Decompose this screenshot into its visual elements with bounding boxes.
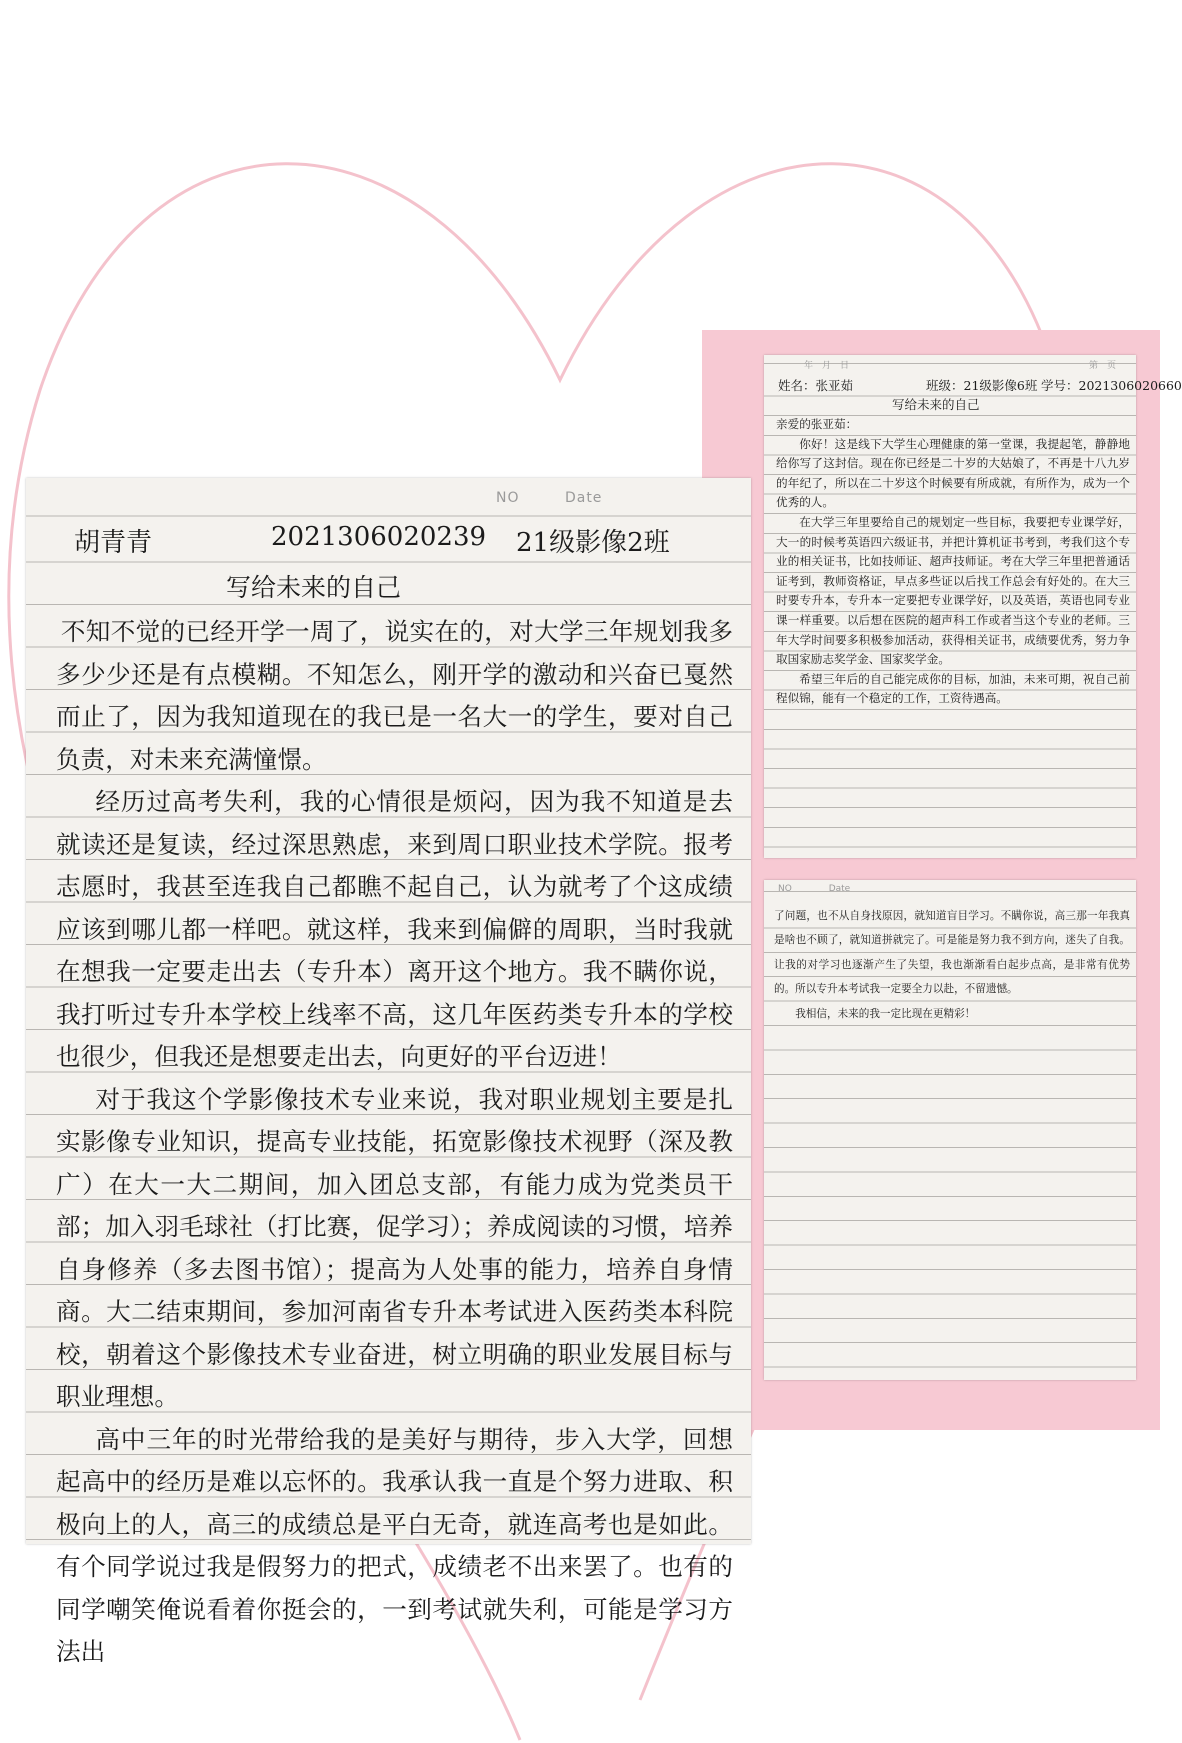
student-id: 2021306020239 bbox=[271, 522, 487, 552]
student-name: 姓名：张亚茹 bbox=[778, 378, 854, 393]
paragraph: 你好！这是线下大学生心理健康的第一堂课，我提起笔，静静地给你写了这封信。现在你已经是二十岁的大姑娘了，不再是十八九岁的年纪了，所以在二十岁这个时候要有所成就，有所作为，成为一个优秀的人。 bbox=[776, 436, 1130, 510]
letter-body bbox=[774, 904, 1130, 1026]
student-info-line bbox=[66, 522, 721, 562]
paragraph: 了问题，也不从自身找原因，就知道盲目学习。不瞒你说，高三那一年我真是啥也不顾了，就知道拼就完了。可是能是努力我不到方向，迷失了自我。让我的对学习也逐渐产生了失望，我也渐渐看白起步点高，是非常有优势的。所以专升本考试我一定要全力以赴，不留遗憾。 bbox=[774, 910, 1130, 996]
student-name: 胡青青 bbox=[74, 528, 153, 558]
header-no: NO bbox=[496, 490, 520, 506]
paragraph: 在大学三年里要给自己的规划定一些目标，我要把专业课学好，大一的时候考英语四六级证书，并把计算机证书考到，考我们这个专业的相关证书，比如技师证、超声技师证。考在大学三年里把普通话证考到，教师资格证，早点多些证以后找工作总会有好处的。在大三时要专升本，专升本一定要把专业课学好，以及英语，英语也同专业课一样重要。以后想在医院的超声科工作或者当这个专业的老师。三年大学时间要多积极参加活动，获得相关证书，成绩要优秀，努力争取国家励志奖学金、国家奖学金。 bbox=[776, 514, 1130, 667]
paragraph: 高中三年的时光带给我的是美好与期待，步入大学，回想起高中的经历是难以忘怀的。我承认我一直是个努力进取、积极向上的人，高三的成绩总是平白无奇，就连高考也是如此。有个同学说过我是假努力的把式，成绩老不出来罢了。也有的同学嘲笑俺说看着你挺会的，一到考试就失利，可能是学习方法出 bbox=[56, 1424, 733, 1666]
student-id: 学号：2021306020660 bbox=[1041, 378, 1182, 393]
student-class: 班级：21级影像6班 bbox=[926, 378, 1038, 393]
paragraph: 不知不觉的已经开学一周了，说实在的，对大学三年规划我多多少少还是有点模糊。不知怎么，刚开学的激动和兴奋已戛然而止了，因为我知道现在的我已是一名大一的学生，要对自己负责，对未来充满憧憬。 bbox=[56, 617, 733, 774]
letter-body bbox=[56, 611, 733, 1674]
salutation: 亲爱的张亚茹： bbox=[776, 417, 858, 431]
letter-body bbox=[776, 415, 1130, 709]
header-date: Date bbox=[564, 490, 603, 506]
main-letter-page bbox=[26, 478, 751, 1666]
letter-title: 写给未来的自己 bbox=[892, 397, 980, 412]
continuation-page bbox=[764, 880, 1136, 1380]
paragraph: 希望三年后的自己能完成你的目标，加油，未来可期，祝自己前程似锦，能有一个稳定的工作，工资待遇高。 bbox=[776, 671, 1130, 706]
notebook-header bbox=[804, 358, 1116, 371]
notebook-header bbox=[778, 884, 884, 894]
header-date: Date bbox=[828, 884, 851, 894]
notebook-header bbox=[496, 490, 642, 506]
letter-title: 写给未来的自己 bbox=[226, 573, 402, 602]
header-date: 年 月 日 bbox=[804, 361, 850, 371]
header-page: 第 页 bbox=[1088, 361, 1116, 371]
second-letter-page bbox=[764, 355, 1182, 858]
paragraph: 经历过高考失利，我的心情很是烦闷，因为我不知道是去就读还是复读，经过深思熟虑，来到周口职业技术学院。报考志愿时，我甚至连我自己都瞧不起自己，认为就考了个这成绩应该到哪儿都一样吧。就这样，我来到偏僻的周职，当时我就在想我一定要走出去（专升本）离开这个地方。我不瞒你说，我打听过专升本学校上线率不高，这几年医药类专升本的学校也很少，但我还是想要走出去，向更好的平台迈进！ bbox=[56, 787, 733, 1071]
student-class: 21级影像2班 bbox=[516, 528, 670, 558]
paragraph: 对于我这个学影像技术专业来说，我对职业规划主要是扎实影像专业知识，提高专业技能，拓宽影像技术视野（深及教广）在大一大二期间，加入团总支部，有能力成为党类员干部；加入羽毛球社（打比赛，促学习）；养成阅读的习惯，培养自身修养（多去图书馆）；提高为人处事的能力，培养自身情商。大二结束期间，参加河南省专升本考试进入医药类本科院校，朝着这个影像技术专业奋进，树立明确的职业发展目标与职业理想。 bbox=[56, 1084, 733, 1411]
header-no: NO bbox=[778, 884, 792, 894]
paragraph: 我相信，未来的我一定比现在更精彩！ bbox=[795, 1007, 976, 1020]
